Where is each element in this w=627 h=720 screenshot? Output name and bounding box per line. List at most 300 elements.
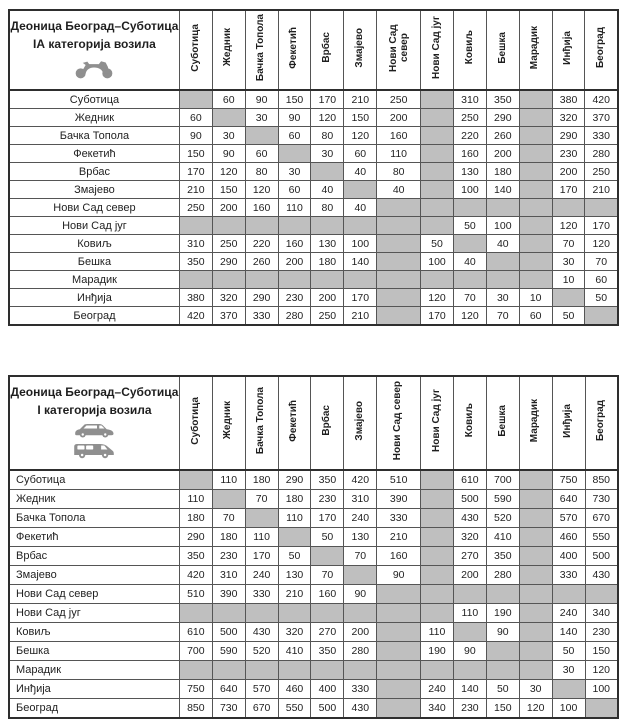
empty-cell [552, 680, 585, 699]
empty-cell [585, 307, 618, 326]
price-cell: 210 [179, 181, 212, 199]
price-cell: 500 [311, 699, 344, 719]
empty-cell [377, 585, 421, 604]
price-cell: 310 [179, 235, 212, 253]
empty-cell [377, 604, 421, 623]
row-label: Змајево [9, 566, 179, 585]
empty-cell [311, 604, 344, 623]
empty-cell [245, 217, 278, 235]
price-cell: 140 [486, 181, 519, 199]
column-header-label: Нови Сад север [392, 380, 404, 461]
empty-cell [377, 289, 421, 307]
price-cell: 90 [278, 109, 311, 127]
table-row [9, 181, 618, 199]
empty-cell [552, 199, 585, 217]
price-cell: 510 [179, 585, 212, 604]
price-cell: 730 [585, 490, 618, 509]
empty-cell [453, 199, 486, 217]
row-label: Суботица [9, 470, 179, 490]
empty-cell [421, 604, 454, 623]
price-cell: 110 [421, 623, 454, 642]
empty-cell [519, 163, 552, 181]
price-cell: 340 [585, 604, 618, 623]
table-title: Деоница Београд–Суботица [10, 385, 179, 399]
empty-cell [311, 217, 344, 235]
price-cell: 370 [585, 109, 618, 127]
empty-cell [212, 604, 245, 623]
price-cell: 330 [344, 680, 377, 699]
price-cell: 90 [486, 623, 519, 642]
empty-cell [453, 585, 486, 604]
empty-cell [344, 661, 377, 680]
table-row [9, 604, 618, 623]
row-label: Жедник [9, 490, 179, 509]
column-header [585, 376, 618, 470]
price-cell: 230 [212, 547, 245, 566]
price-cell: 180 [486, 163, 519, 181]
price-cell: 250 [311, 307, 344, 326]
price-cell: 150 [212, 181, 245, 199]
motorcycle-icon [10, 55, 179, 80]
row-label: Нови Сад југ [9, 604, 179, 623]
price-cell: 30 [212, 127, 245, 145]
price-cell: 100 [486, 217, 519, 235]
price-cell: 100 [585, 680, 618, 699]
price-cell: 180 [212, 528, 245, 547]
price-cell: 310 [212, 566, 245, 585]
table-title-cell [9, 376, 179, 470]
table-row [9, 271, 618, 289]
column-header-label: Марадик [529, 25, 541, 70]
price-cell: 110 [278, 199, 311, 217]
price-cell: 110 [453, 604, 486, 623]
price-cell: 70 [311, 566, 344, 585]
table-row [9, 253, 618, 271]
price-cell: 280 [278, 307, 311, 326]
column-header [311, 376, 344, 470]
price-cell: 340 [421, 699, 454, 719]
price-cell: 230 [278, 289, 311, 307]
price-cell: 140 [552, 623, 585, 642]
column-header [212, 376, 245, 470]
row-label: Ковиљ [9, 235, 179, 253]
column-header-label: Врбас [321, 32, 333, 63]
table-row [9, 289, 618, 307]
empty-cell [486, 271, 519, 289]
price-cell: 190 [421, 642, 454, 661]
price-cell: 100 [552, 699, 585, 719]
table-row [9, 145, 618, 163]
empty-cell [552, 289, 585, 307]
price-cell: 80 [311, 127, 344, 145]
price-cell: 170 [179, 163, 212, 181]
price-cell: 10 [552, 271, 585, 289]
empty-cell [519, 253, 552, 271]
price-cell: 280 [585, 145, 618, 163]
price-cell: 70 [245, 490, 278, 509]
price-cell: 210 [585, 181, 618, 199]
empty-cell [519, 145, 552, 163]
price-cell: 420 [179, 307, 212, 326]
price-cell: 120 [311, 109, 344, 127]
price-cell: 190 [486, 604, 519, 623]
price-cell: 430 [453, 509, 486, 528]
table-row [9, 470, 618, 490]
column-header [179, 376, 212, 470]
empty-cell [519, 509, 552, 528]
price-cell: 150 [344, 109, 377, 127]
empty-cell [377, 699, 421, 719]
price-cell: 120 [552, 217, 585, 235]
empty-cell [212, 109, 245, 127]
price-cell: 240 [421, 680, 454, 699]
column-header-label: Фекетић [288, 399, 300, 442]
price-cell: 180 [278, 490, 311, 509]
price-cell: 200 [453, 566, 486, 585]
row-label: Београд [9, 307, 179, 326]
empty-cell [212, 490, 245, 509]
price-cell: 420 [179, 566, 212, 585]
price-cell: 320 [212, 289, 245, 307]
empty-cell [421, 490, 454, 509]
price-cell: 50 [453, 217, 486, 235]
column-header-label: Ковиљ [463, 403, 475, 438]
price-cell: 250 [212, 235, 245, 253]
price-cell: 50 [552, 642, 585, 661]
column-header [278, 376, 311, 470]
price-cell: 240 [245, 566, 278, 585]
table-title: Деоница Београд–Суботица [10, 19, 179, 33]
empty-cell [421, 528, 454, 547]
empty-cell [421, 90, 454, 109]
price-cell: 60 [212, 90, 245, 109]
price-cell: 130 [278, 566, 311, 585]
row-label: Бачка Топола [9, 509, 179, 528]
empty-cell [245, 127, 278, 145]
price-cell: 80 [377, 163, 421, 181]
column-header [377, 376, 421, 470]
van-icon [10, 440, 179, 459]
empty-cell [344, 217, 377, 235]
price-cell: 70 [212, 509, 245, 528]
price-cell: 220 [453, 127, 486, 145]
price-cell: 200 [344, 623, 377, 642]
column-header [421, 376, 454, 470]
price-cell: 140 [453, 680, 486, 699]
empty-cell [421, 271, 454, 289]
price-cell: 430 [245, 623, 278, 642]
table-row [9, 235, 618, 253]
row-label: Бачка Топола [9, 127, 179, 145]
price-cell: 120 [453, 307, 486, 326]
column-header-label: Бачка Топола [255, 13, 267, 82]
price-cell: 410 [486, 528, 519, 547]
table-row [9, 127, 618, 145]
price-cell: 590 [212, 642, 245, 661]
price-cell: 550 [585, 528, 618, 547]
empty-cell [377, 199, 421, 217]
price-cell: 120 [421, 289, 454, 307]
price-cell: 220 [245, 235, 278, 253]
empty-cell [278, 604, 311, 623]
price-cell: 170 [585, 217, 618, 235]
empty-cell [486, 199, 519, 217]
empty-cell [344, 566, 377, 585]
column-header-label: Суботица [189, 23, 201, 72]
column-header-label: Суботица [189, 396, 201, 445]
column-header-label: Инђија [562, 30, 574, 65]
empty-cell [519, 642, 552, 661]
price-cell: 50 [278, 547, 311, 566]
price-cell: 70 [486, 307, 519, 326]
price-cell: 170 [245, 547, 278, 566]
price-cell: 110 [212, 470, 245, 490]
column-header [344, 376, 377, 470]
price-cell: 90 [344, 585, 377, 604]
price-cell: 70 [585, 253, 618, 271]
price-cell: 50 [486, 680, 519, 699]
price-cell: 70 [344, 547, 377, 566]
table-row [9, 623, 618, 642]
price-cell: 570 [552, 509, 585, 528]
price-cell: 200 [212, 199, 245, 217]
price-cell: 670 [245, 699, 278, 719]
empty-cell [519, 271, 552, 289]
price-cell: 320 [278, 623, 311, 642]
column-header [344, 10, 377, 90]
table-row [9, 90, 618, 109]
price-cell: 180 [311, 253, 344, 271]
table-title-cell [9, 10, 179, 90]
price-cell: 750 [179, 680, 212, 699]
empty-cell [486, 253, 519, 271]
price-cell: 60 [519, 307, 552, 326]
column-header-label: Бешка [496, 31, 508, 64]
price-cell: 60 [278, 181, 311, 199]
empty-cell [278, 271, 311, 289]
price-cell: 180 [179, 509, 212, 528]
empty-cell [453, 623, 486, 642]
price-cell: 150 [486, 699, 519, 719]
empty-cell [519, 547, 552, 566]
empty-cell [421, 181, 454, 199]
empty-cell [377, 642, 421, 661]
column-header [212, 10, 245, 90]
price-cell: 140 [344, 253, 377, 271]
price-cell: 350 [311, 470, 344, 490]
empty-cell [278, 217, 311, 235]
empty-cell [245, 661, 278, 680]
price-cell: 640 [552, 490, 585, 509]
price-cell: 350 [179, 253, 212, 271]
empty-cell [377, 307, 421, 326]
price-cell: 250 [585, 163, 618, 181]
price-cell: 290 [278, 470, 311, 490]
price-cell: 30 [486, 289, 519, 307]
price-cell: 350 [179, 547, 212, 566]
price-cell: 260 [245, 253, 278, 271]
row-label: Инђија [9, 289, 179, 307]
price-cell: 60 [245, 145, 278, 163]
price-cell: 670 [585, 509, 618, 528]
empty-cell [486, 661, 519, 680]
row-label: Нови Сад север [9, 199, 179, 217]
empty-cell [311, 271, 344, 289]
price-cell: 750 [552, 470, 585, 490]
empty-cell [519, 604, 552, 623]
empty-cell [421, 509, 454, 528]
column-header [453, 376, 486, 470]
empty-cell [179, 470, 212, 490]
table-row [9, 566, 618, 585]
price-cell: 100 [421, 253, 454, 271]
row-label: Инђија [9, 680, 179, 699]
column-header-label: Жедник [222, 401, 234, 440]
price-cell: 400 [552, 547, 585, 566]
column-header-label: Београд [594, 26, 606, 69]
table-row [9, 199, 618, 217]
row-label: Врбас [9, 547, 179, 566]
price-cell: 330 [245, 307, 278, 326]
empty-cell [212, 217, 245, 235]
empty-cell [421, 566, 454, 585]
price-cell: 30 [245, 109, 278, 127]
price-cell: 150 [585, 642, 618, 661]
empty-cell [519, 109, 552, 127]
price-cell: 100 [344, 235, 377, 253]
price-cell: 50 [311, 528, 344, 547]
price-cell: 80 [245, 163, 278, 181]
price-cell: 210 [377, 528, 421, 547]
price-cell: 550 [278, 699, 311, 719]
empty-cell [377, 623, 421, 642]
price-cell: 70 [552, 235, 585, 253]
table-row [9, 163, 618, 181]
price-cell: 90 [179, 127, 212, 145]
empty-cell [421, 547, 454, 566]
price-cell: 170 [344, 289, 377, 307]
price-cell: 280 [344, 642, 377, 661]
price-cell: 50 [585, 289, 618, 307]
price-cell: 320 [453, 528, 486, 547]
price-cell: 500 [212, 623, 245, 642]
empty-cell [278, 661, 311, 680]
table-row [9, 509, 618, 528]
empty-cell [212, 661, 245, 680]
empty-cell [311, 163, 344, 181]
price-cell: 120 [519, 699, 552, 719]
price-cell: 290 [245, 289, 278, 307]
table-row [9, 217, 618, 235]
table-gap [8, 326, 619, 375]
row-label: Фекетић [9, 145, 179, 163]
price-cell: 240 [344, 509, 377, 528]
column-header [519, 10, 552, 90]
row-label: Марадик [9, 271, 179, 289]
price-cell: 170 [311, 90, 344, 109]
price-cell: 280 [486, 566, 519, 585]
price-cell: 120 [212, 163, 245, 181]
price-cell: 310 [453, 90, 486, 109]
empty-cell [421, 199, 454, 217]
row-label: Ковиљ [9, 623, 179, 642]
price-cell: 500 [453, 490, 486, 509]
price-cell: 150 [278, 90, 311, 109]
price-cell: 60 [344, 145, 377, 163]
price-cell: 200 [311, 289, 344, 307]
empty-cell [421, 661, 454, 680]
empty-cell [585, 699, 618, 719]
price-cell: 90 [245, 90, 278, 109]
empty-cell [377, 253, 421, 271]
header-row [9, 376, 618, 470]
price-cell: 730 [212, 699, 245, 719]
price-cell: 350 [486, 90, 519, 109]
price-cell: 250 [377, 90, 421, 109]
empty-cell [421, 109, 454, 127]
price-cell: 210 [344, 90, 377, 109]
column-header-label: Инђија [562, 403, 574, 438]
empty-cell [179, 271, 212, 289]
price-cell: 460 [278, 680, 311, 699]
price-cell: 80 [311, 199, 344, 217]
empty-cell [519, 490, 552, 509]
empty-cell [486, 642, 519, 661]
empty-cell [519, 470, 552, 490]
price-cell: 430 [585, 566, 618, 585]
column-header-label: Нови Сад југ [430, 16, 442, 79]
price-cell: 50 [421, 235, 454, 253]
table-row [9, 642, 618, 661]
price-cell: 50 [552, 307, 585, 326]
price-cell: 850 [179, 699, 212, 719]
price-cell: 40 [311, 181, 344, 199]
price-cell: 380 [179, 289, 212, 307]
price-cell: 90 [377, 566, 421, 585]
price-cell: 590 [486, 490, 519, 509]
column-header-label: Ковиљ [463, 30, 475, 65]
empty-cell [179, 90, 212, 109]
price-cell: 160 [453, 145, 486, 163]
price-cell: 160 [245, 199, 278, 217]
column-header [519, 376, 552, 470]
empty-cell [552, 585, 585, 604]
price-cell: 290 [552, 127, 585, 145]
price-cell: 420 [585, 90, 618, 109]
price-cell: 350 [486, 547, 519, 566]
empty-cell [344, 604, 377, 623]
price-cell: 570 [245, 680, 278, 699]
empty-cell [421, 145, 454, 163]
price-cell: 40 [486, 235, 519, 253]
column-header-label: Бачка Топола [255, 386, 267, 455]
column-header [552, 10, 585, 90]
table-row [9, 547, 618, 566]
price-cell: 130 [344, 528, 377, 547]
price-cell: 230 [453, 699, 486, 719]
price-cell: 130 [311, 235, 344, 253]
empty-cell [212, 271, 245, 289]
empty-cell [421, 217, 454, 235]
price-cell: 60 [585, 271, 618, 289]
price-cell: 370 [212, 307, 245, 326]
price-cell: 120 [585, 661, 618, 680]
column-header-label: Нови Сад север [387, 23, 410, 72]
price-cell: 430 [344, 699, 377, 719]
price-cell: 640 [212, 680, 245, 699]
price-cell: 130 [453, 163, 486, 181]
table-row [9, 661, 618, 680]
